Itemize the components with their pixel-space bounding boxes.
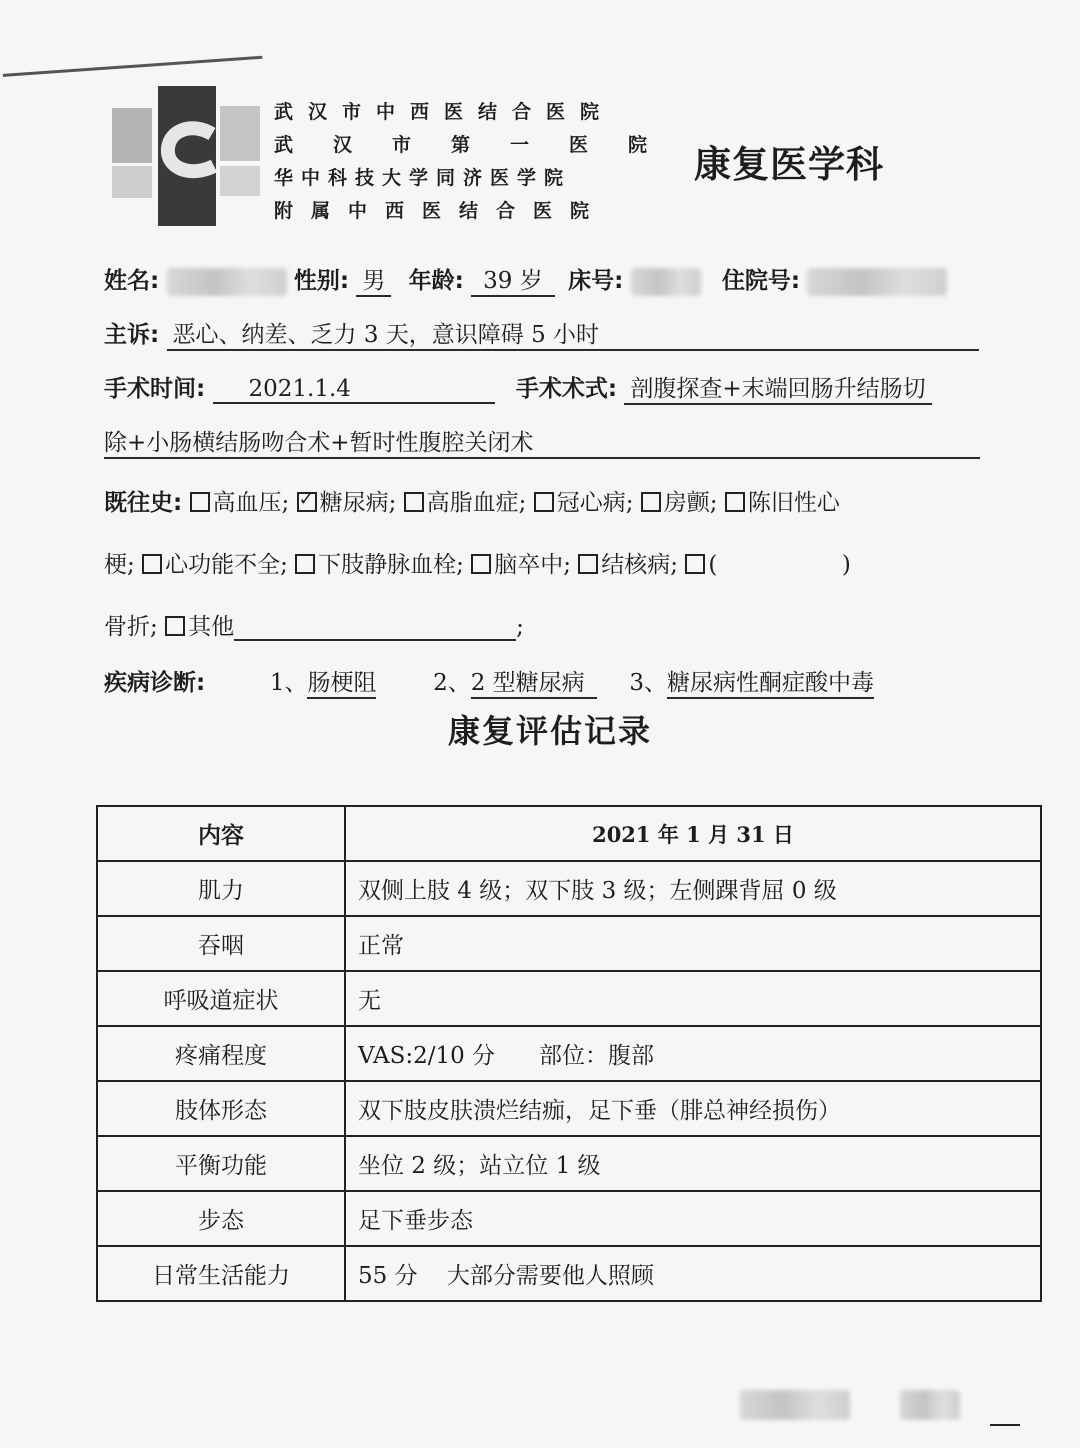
table-row	[97, 861, 1041, 916]
hospital-name-4: 附属中西医结合医院	[274, 200, 608, 222]
age-label: 年龄:	[408, 268, 464, 294]
table-row	[97, 971, 1041, 1026]
surgery-method-row-2	[104, 424, 980, 459]
history-item-label: 高血压;	[212, 490, 290, 516]
history-item-label: 结核病;	[601, 552, 678, 578]
row-value: 正常	[345, 916, 1041, 971]
row-item: 日常生活能力	[97, 1246, 345, 1301]
hospital-logo	[112, 86, 262, 231]
age-value: 39 岁	[471, 262, 555, 297]
history-item-label: 房颤;	[663, 490, 718, 516]
surgery-time-value: 2021.1.4	[213, 376, 495, 404]
surgery-row	[104, 370, 932, 405]
history-label: 既往史:	[104, 490, 183, 516]
row-value: 足下垂步态	[345, 1191, 1041, 1246]
hospital-name-2: 武汉市第一医院	[274, 134, 688, 156]
diagnosis-item-3: 糖尿病性酮症酸中毒	[667, 664, 874, 699]
date-redacted	[900, 1390, 960, 1420]
history-old-mi	[725, 490, 840, 516]
diagnosis-num-2: 2、	[433, 670, 471, 696]
row-value: VAS:2/10 分 部位：腹部	[345, 1026, 1041, 1081]
history-stroke	[471, 552, 571, 578]
patient-info-row	[104, 262, 947, 297]
hospital-name-3: 华中科技大学同济医学院	[274, 167, 572, 189]
row-value: 无	[345, 971, 1041, 1026]
diagnosis-row	[104, 664, 874, 699]
row-item: 肌力	[97, 861, 345, 916]
gender-value: 男	[356, 262, 391, 297]
history-item-label: 下肢静脉血栓;	[318, 552, 464, 578]
table-row	[97, 1026, 1041, 1081]
hospital-name-1: 武汉市中西医结合医院	[274, 101, 615, 123]
history-row-1	[104, 484, 840, 517]
table-row	[97, 1246, 1041, 1301]
paper-edge	[0, 16, 262, 77]
history-row-2	[104, 546, 851, 579]
admission-redacted	[807, 268, 947, 296]
history-dvt	[295, 552, 464, 578]
row-item: 肢体形态	[97, 1081, 345, 1136]
row-item: 平衡功能	[97, 1136, 345, 1191]
diagnosis-num-1: 1、	[269, 670, 308, 696]
bed-label: 床号:	[568, 268, 624, 294]
history-other-blank	[234, 617, 516, 641]
history-hypertension	[190, 490, 290, 516]
checkbox-icon	[534, 492, 554, 512]
checkbox-icon	[190, 492, 210, 512]
admission-label: 住院号:	[721, 268, 801, 294]
row-item: 疼痛程度	[97, 1026, 345, 1081]
history-hyperlipidemia	[404, 490, 527, 516]
history-item-label: (	[708, 552, 718, 578]
history-item-label: 冠心病;	[556, 490, 634, 516]
table-row	[97, 1081, 1041, 1136]
diagnosis-num-3: 3、	[629, 670, 667, 696]
name-label: 姓名:	[104, 268, 160, 294]
table-row	[97, 1136, 1041, 1191]
surgery-time-label: 手术时间:	[104, 376, 206, 402]
hospital-names	[274, 96, 687, 228]
history-row-3	[104, 608, 524, 641]
surgery-method-value-1: 剖腹探查+末端回肠升结肠切	[624, 370, 931, 405]
gender-label: 性别:	[293, 268, 350, 294]
assessment-table	[96, 805, 1042, 1302]
history-item-label: 心功能不全;	[165, 552, 288, 578]
row-value: 双下肢皮肤溃烂结痂，足下垂（腓总神经损伤）	[345, 1081, 1041, 1136]
complaint-row	[104, 316, 979, 351]
bed-redacted	[631, 268, 701, 296]
diagnosis-item-1: 肠梗阻	[307, 664, 376, 699]
row-value: 坐位 2 级；站立位 1 级	[345, 1136, 1041, 1191]
record-title: 康复评估记录	[447, 712, 652, 750]
history-blank	[685, 552, 717, 578]
history-line2-close: )	[841, 552, 851, 578]
history-line2-prefix: 梗;	[104, 552, 135, 578]
table-row	[97, 1191, 1041, 1246]
row-item: 呼吸道症状	[97, 971, 345, 1026]
checkbox-icon	[725, 492, 745, 512]
name-redacted	[167, 268, 287, 296]
checkbox-icon	[685, 554, 705, 574]
checkbox-icon	[641, 492, 661, 512]
checkbox-checked-icon	[297, 492, 317, 512]
table-row	[97, 916, 1041, 971]
signature-redacted	[740, 1390, 850, 1420]
surgery-method-label: 手术术式:	[515, 376, 618, 402]
history-diabetes	[297, 490, 397, 516]
history-af	[641, 490, 718, 516]
diagnosis-item-2: 2 型糖尿病	[471, 664, 597, 699]
checkbox-icon	[295, 554, 315, 574]
history-heart-failure	[142, 552, 288, 578]
history-item-label: 陈旧性心	[747, 490, 840, 516]
column-header-content: 内容	[97, 806, 345, 861]
checkbox-icon	[471, 554, 491, 574]
history-tb	[578, 552, 678, 578]
history-item-label: 糖尿病;	[319, 490, 397, 516]
checkbox-icon	[404, 492, 424, 512]
history-item-label: 高脂血症;	[426, 490, 527, 516]
row-value: 双侧上肢 4 级；双下肢 3 级；左侧踝背屈 0 级	[345, 861, 1041, 916]
row-value: 55 分 大部分需要他人照顾	[345, 1246, 1041, 1301]
surgery-method-value-2: 除+小肠横结肠吻合术+暂时性腹腔关闭术	[104, 424, 980, 459]
history-item-label: 脑卒中;	[494, 552, 571, 578]
history-line3-prefix: 骨折;	[104, 614, 158, 640]
department-title: 康复医学科	[694, 143, 884, 186]
footer-underline	[990, 1424, 1020, 1426]
row-item: 步态	[97, 1191, 345, 1246]
history-chd	[534, 490, 634, 516]
checkbox-icon	[578, 554, 598, 574]
diagnosis-label: 疾病诊断:	[104, 670, 206, 696]
row-item: 吞咽	[97, 916, 345, 971]
complaint-label: 主诉:	[104, 322, 160, 348]
column-header-date: 2021 年 1 月 31 日	[345, 806, 1041, 861]
checkbox-icon	[165, 616, 185, 636]
table-header-row	[97, 806, 1041, 861]
history-other-label: 其他	[188, 614, 235, 640]
checkbox-icon	[142, 554, 162, 574]
complaint-value: 恶心、纳差、乏力 3 天，意识障碍 5 小时	[167, 316, 979, 351]
history-line3-end: ;	[516, 614, 524, 640]
